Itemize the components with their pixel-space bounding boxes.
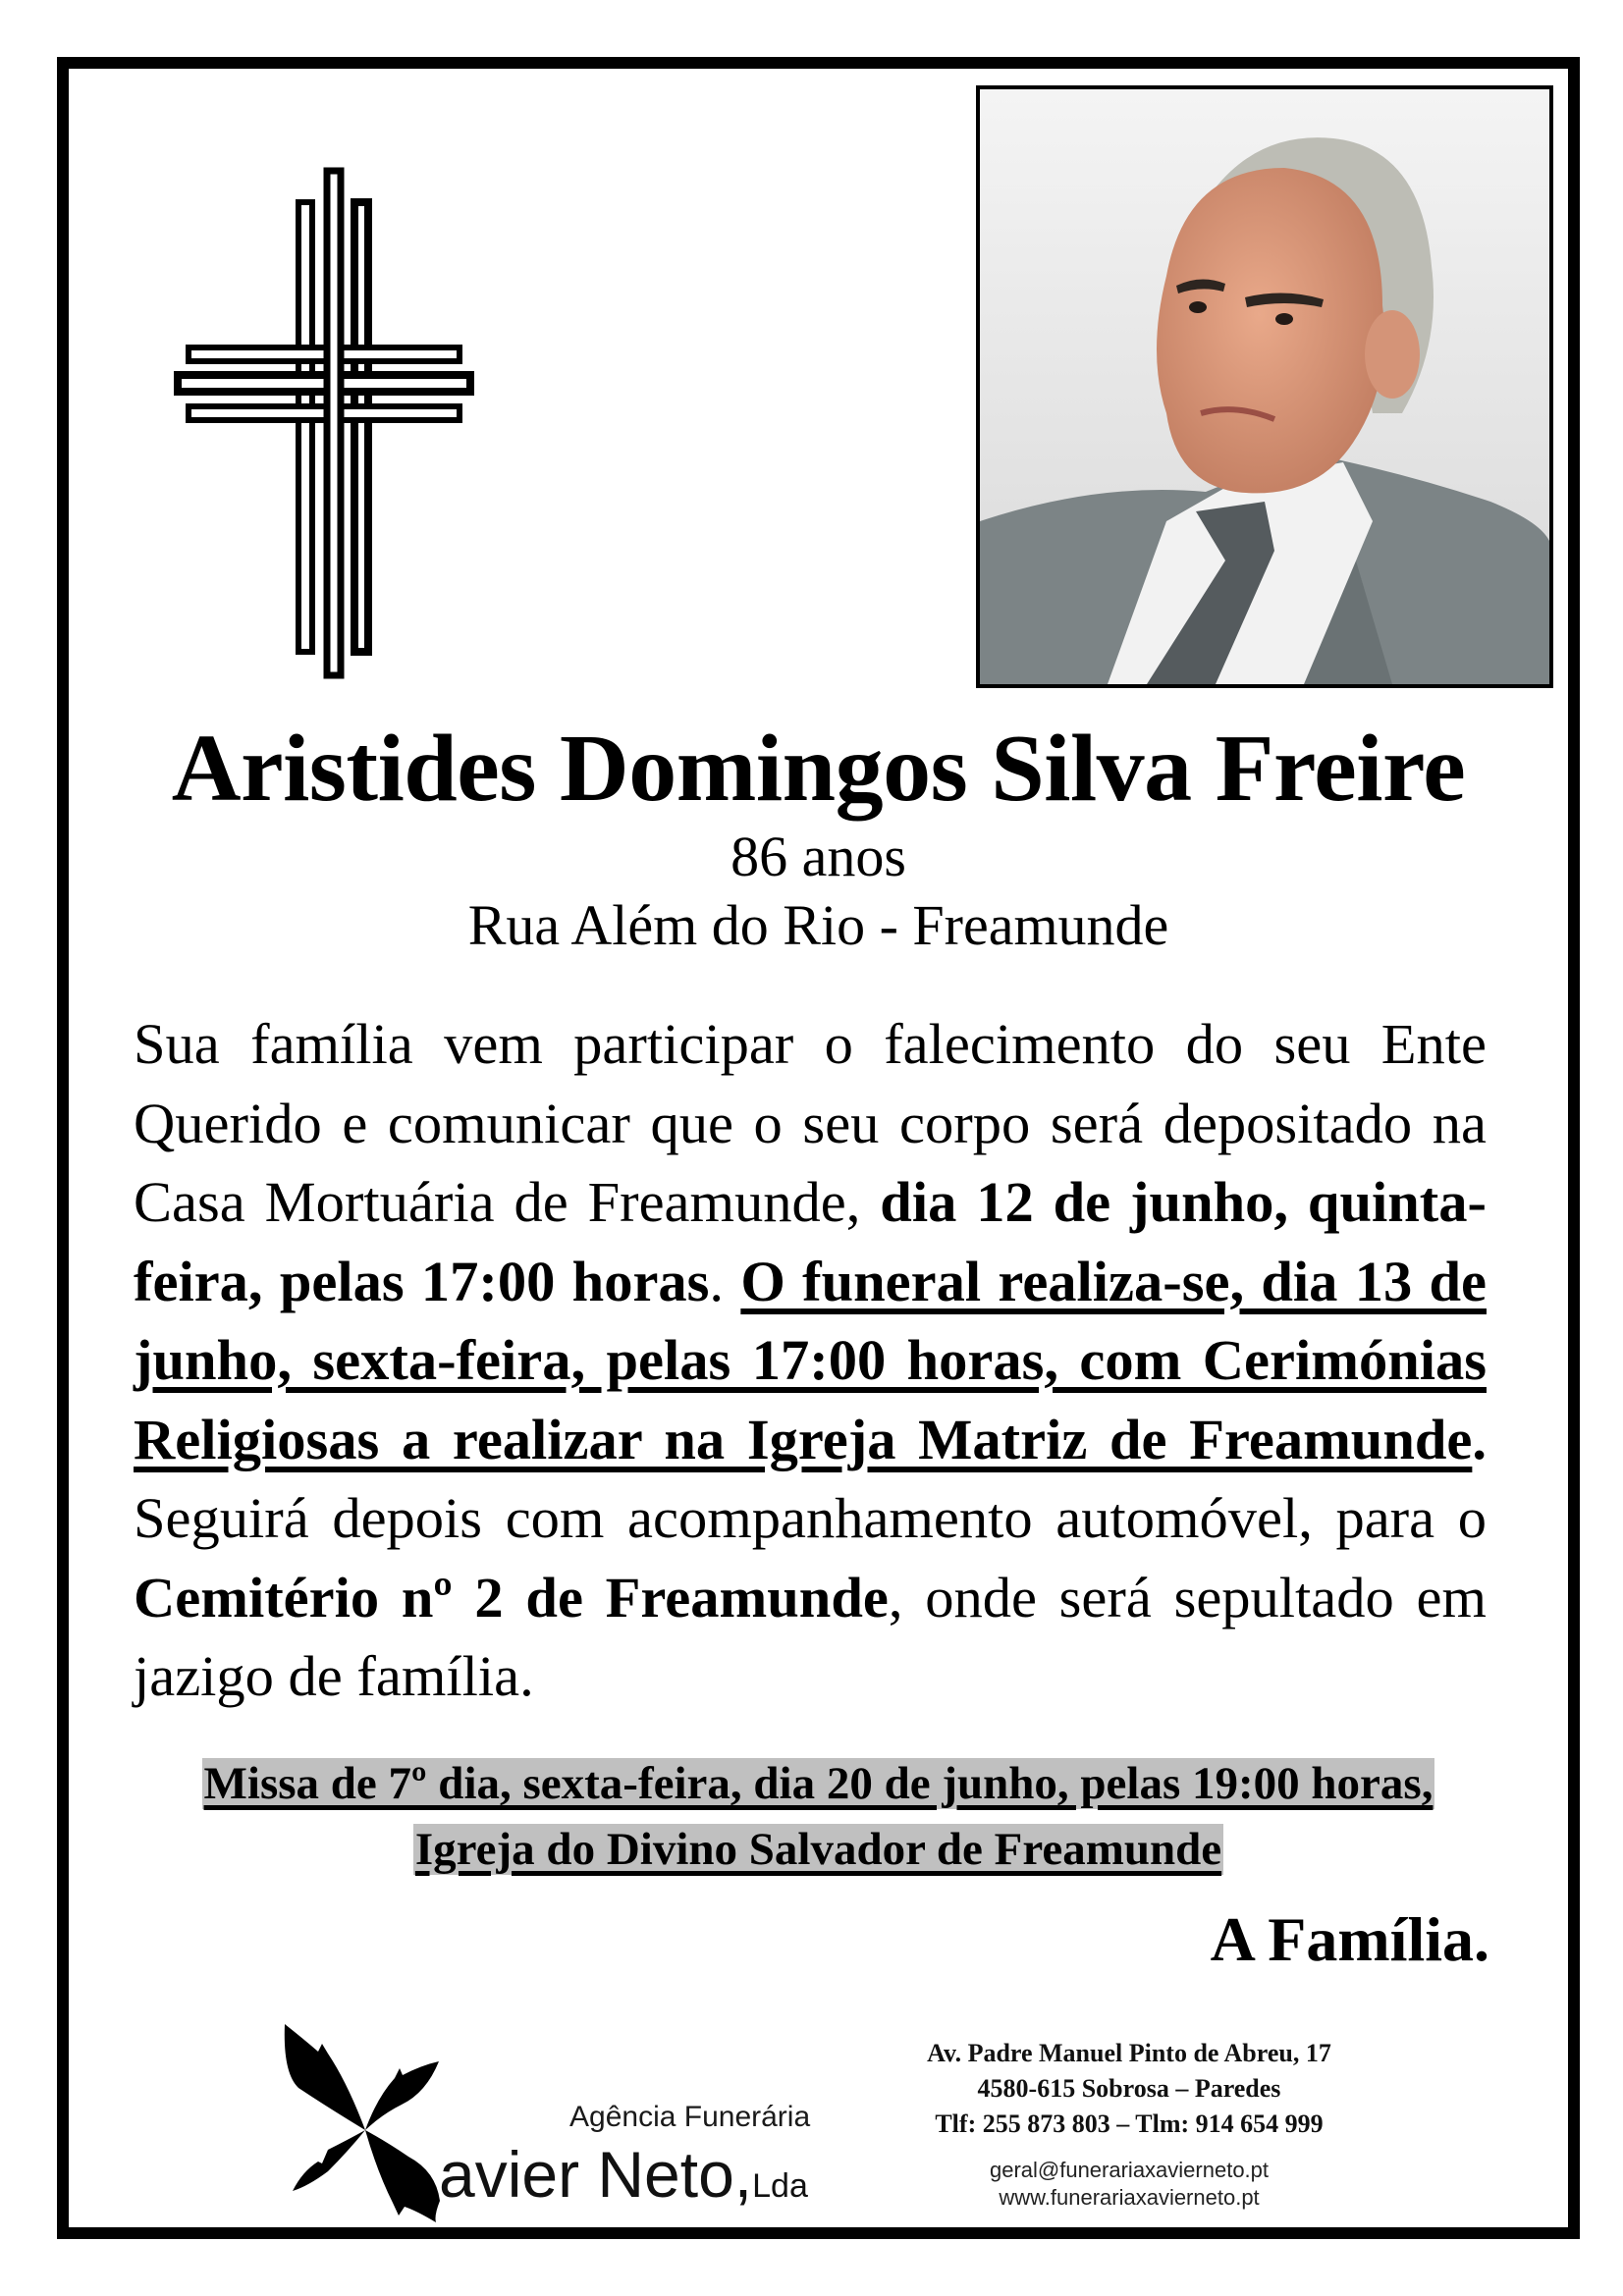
deceased-address: Rua Além do Rio - Freamunde (467, 893, 1169, 957)
agency-address-line-2: 4580-615 Sobrosa – Paredes (977, 2074, 1281, 2103)
missa-date: Missa de 7º dia, sexta-feira, dia 20 de junho, pelas 19:00 horas, (203, 1758, 1434, 1809)
announcement-paragraph (134, 1005, 1487, 1717)
wake-details: dia 12 de junho, quinta-feira, pelas 17:00 horas (134, 1170, 1487, 1313)
missa-church: Igreja do Divino Salvador de Freamunde (414, 1824, 1222, 1875)
missa-line-2 (69, 1817, 1568, 1882)
agency-phones: Tlf: 255 873 803 – Tlm: 914 654 999 (935, 2109, 1324, 2138)
deceased-age: 86 anos (730, 825, 906, 888)
butterfly-x-logo-icon (279, 2014, 446, 2225)
missa-line-1 (69, 1751, 1568, 1816)
agency-name (439, 2135, 808, 2225)
deceased-name: Aristides Domingos Silva Freire (171, 716, 1466, 822)
agency-subtitle: Agência Funerária (569, 2101, 811, 2133)
closing-text: , onde será sepultado em jazigo de família. (134, 1565, 1487, 1708)
agency-address-line-1: Av. Padre Manuel Pinto de Abreu, 17 (927, 2039, 1331, 2067)
cross-icon (173, 167, 487, 687)
funeral-details: O funeral realiza-se, dia 13 de junho, sexta-feira, pelas 17:00 horas, com Cerimónias Religiosas a realizar na Igreja Matriz de Freamunde (134, 1249, 1487, 1471)
separator: . (709, 1249, 741, 1313)
agency-suffix: Lda (752, 2167, 808, 2205)
agency-website-link[interactable]: www.funerariaxavierneto.pt (999, 2185, 1260, 2210)
agency-name-text: avier Neto, (439, 2138, 753, 2211)
follow-text: Seguirá depois com acompanhamento automóvel, para o (134, 1486, 1487, 1550)
signature: A Família. (1210, 1904, 1489, 1974)
intro-text: Sua família vem participar o falecimento do seu Ente Querido e comunicar que o seu corpo será depositado na Casa Mortuária de Freamunde, (134, 1012, 1487, 1234)
portrait-photo (976, 85, 1553, 688)
agency-email-link[interactable]: geral@funerariaxavierneto.pt (989, 2158, 1270, 2182)
cemetery-name: Cemitério nº 2 de Freamunde (134, 1565, 889, 1629)
separator: . (1472, 1407, 1487, 1471)
